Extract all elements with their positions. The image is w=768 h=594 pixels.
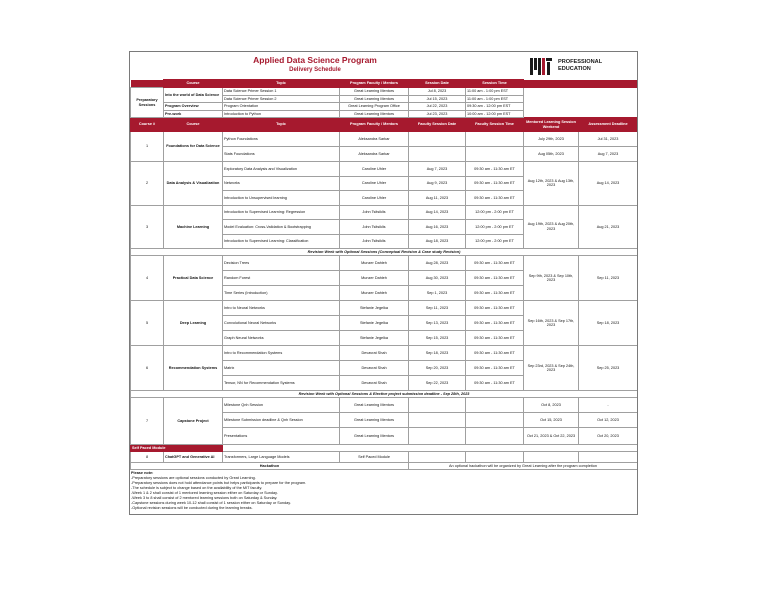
list-item: -Preparatory sessions are optional sessions conducted by Great Learning. [131,476,256,480]
table-row: Model Evaluation: Cross-Validation & Bootstrapping John Tsitsiklis Aug 16, 2023 12:00 pm - 2:00 pm ET [131,220,638,235]
document-header [130,52,637,79]
schedule-sheet [129,51,638,515]
list-item: -Capstone sessions during week 10-12 shall consist of 1 session either on Saturday or Sunday. [131,501,291,505]
table-row: Introduction to Unsupervised learning Caroline Uhler Aug 11, 2023 09:30 am - 11:30 am ET [131,191,638,206]
table-row: 6 Recommendation Systems Intro to Recommendation Systems Devavrat Shah Sep 18, 2023 09:30 am - 11:30 am ET Sep 23rd, 2023 & Sep 24th, 2023 Sep 25, 2023 [131,346,638,361]
table-row: Introduction to Supervised Learning: Classification John Tsitsiklis Aug 18, 2023 12:00 pm - 2:00 pm ET [131,234,638,249]
mit-logo [530,54,634,80]
table-row: Random Forest Munzer Dahleh Aug 30, 2023 09:30 am - 11:30 am ET [131,271,638,286]
logo-line-1: PROFESSIONAL [558,59,603,65]
table-row: 4 Practical Data Science Decision Trees Munzer Dahleh Aug 28, 2023 09:30 am - 11:30 am ET Sep 9th, 2023 & Sep 10th, 2023 Sep 11, 2023 [131,256,638,271]
list-item: -Week 3 to 8 shall consist of 2 mentored learning sessions both on Saturday & Sunday. [131,496,278,500]
list-item: -Optional revision sessions will be conducted during the learning breaks. [131,506,253,510]
table-row: 2 Data Analysis & Visualization Exploratory Data Analysis and Visualization Caroline Uhler Aug 7, 2023 09:30 am - 11:30 am ET Aug 12th, 2023 & Aug 13th, 2023 Aug 14, 2023 [131,162,638,177]
prep-header-row [131,80,638,88]
table-row: Convolutional Neural Networks Stefanie Jegelka Sep 13, 2023 09:30 am - 11:30 am ET [131,316,638,331]
table-row: Networks Caroline Uhler Aug 9, 2023 09:30 am - 11:30 am ET [131,176,638,191]
prep-col-date: Session Date [409,80,466,88]
notes-block [130,470,637,512]
table-row: Preparatory Sessions Into the world of Data Science Data Science Primer Session 1 Great Learning Mentors Jul 8, 2023 11:00 am - 1:00 pm EST [131,88,638,96]
table-row: Program Overview Program Orientation Great Learning Program Office Jul 22, 2023 09:30 am - 12:00 pm EST [131,103,638,111]
program-title: Applied Data Science Program [253,55,377,65]
table-row: 3 Machine Learning Introduction to Supervised Learning: Regression John Tsitsiklis Aug 14, 2023 12:00 pm - 2:00 pm ET Aug 19th, 2023 & Aug 20th, 2023 Aug 21, 2023 [131,205,638,220]
revision-row: Revision Week with Optional Sessions (Conceptual Revision & Case study Revision) [131,249,638,256]
list-item: -Preparatory sessions does not hold attendance points but helps participants to prepare for the program. [131,481,307,485]
prep-col-topic: Topic [223,80,340,88]
table-row: Pre-work Introduction to Python Great Learning Mentors Jul 23, 2023 10:00 am - 12:00 pm EST [131,110,638,118]
logo-line-2: EDUCATION [558,66,591,72]
schedule-table [130,79,638,470]
self-paced-header-row: Self Paced Module [131,445,638,452]
table-row: Presentations Great Learning Mentors Oct 21, 2023 & Oct 22, 2023 Oct 20, 2023 [131,428,638,445]
table-row: Tensor, NN for Recommendation Systems Devavrat Shah Sep 22, 2023 09:30 am - 11:30 am ET [131,376,638,391]
table-row: 5 Deep Learning Intro to Neural Networks Stefanie Jegelka Sep 11, 2023 09:30 am - 11:30 am ET Sep 16th, 2023 & Sep 17th, 2023 Sep 18, 2023 [131,301,638,316]
table-row: 8 ChatGPT and Generative AI Transformers, Large Language Models Self Paced Module [131,452,638,463]
notes-title: Please note: [131,471,154,475]
table-row: 1 Foundations for Data Science Python Foundations Aleksandra Sarkar July 29th, 2023 Jul 31, 2023 [131,132,638,147]
table-row: Milestone Submission deadline & Qnh Session Great Learning Mentors Oct 15, 2023 Oct 12, 2023 [131,413,638,428]
table-row: Time Series (Introduction) Munzer Dahleh Sep 1, 2023 09:30 am - 11:30 am ET [131,286,638,301]
prep-label: Preparatory Sessions [131,88,164,118]
prep-col-time: Session Time [466,80,524,88]
revision-row: Revision Week with Optional Sessions & Elective project submission deadline - Sep 28th, 2023 [131,391,638,398]
prep-col-faculty: Program Faculty / Mentors [340,80,409,88]
table-row: Data Science Primer Session 2 Great Learning Mentors Jul 15, 2023 11:00 am - 1:00 pm EST [131,95,638,103]
table-row: Matrix Devavrat Shah Sep 20, 2023 09:30 am - 11:30 am ET [131,361,638,376]
table-row: Graph Neural Networks Stefanie Jegelka Sep 15, 2023 09:30 am - 11:30 am ET [131,331,638,346]
list-item: -The schedule is subject to change based on the availability of the MIT faculty. [131,486,263,490]
table-row: 7 Capstone Project Milestone Qnh Session Great Learning Mentors Oct 8, 2023 - [131,398,638,413]
main-header-row: Course # Course Topic Program Faculty / Mentors Faculty Session Date Faculty Session Time Mentored Learning Session Weekend Assessment Deadline [131,118,638,132]
schedule-subtitle: Delivery Schedule [289,67,341,73]
hackathon-row: Hackathon An optional hackathon will be organized by Great Learning after the program completion [131,463,638,470]
list-item: -Week 1 & 2 shall consist of 1 mentored learning session either on Saturday or Sunday. [131,491,278,495]
table-row: Stats Foundations Aleksandra Sarkar Aug 05th, 2023 Aug 7, 2023 [131,147,638,162]
mit-logo-mark [530,58,552,75]
prep-col-course: Course [164,80,223,88]
